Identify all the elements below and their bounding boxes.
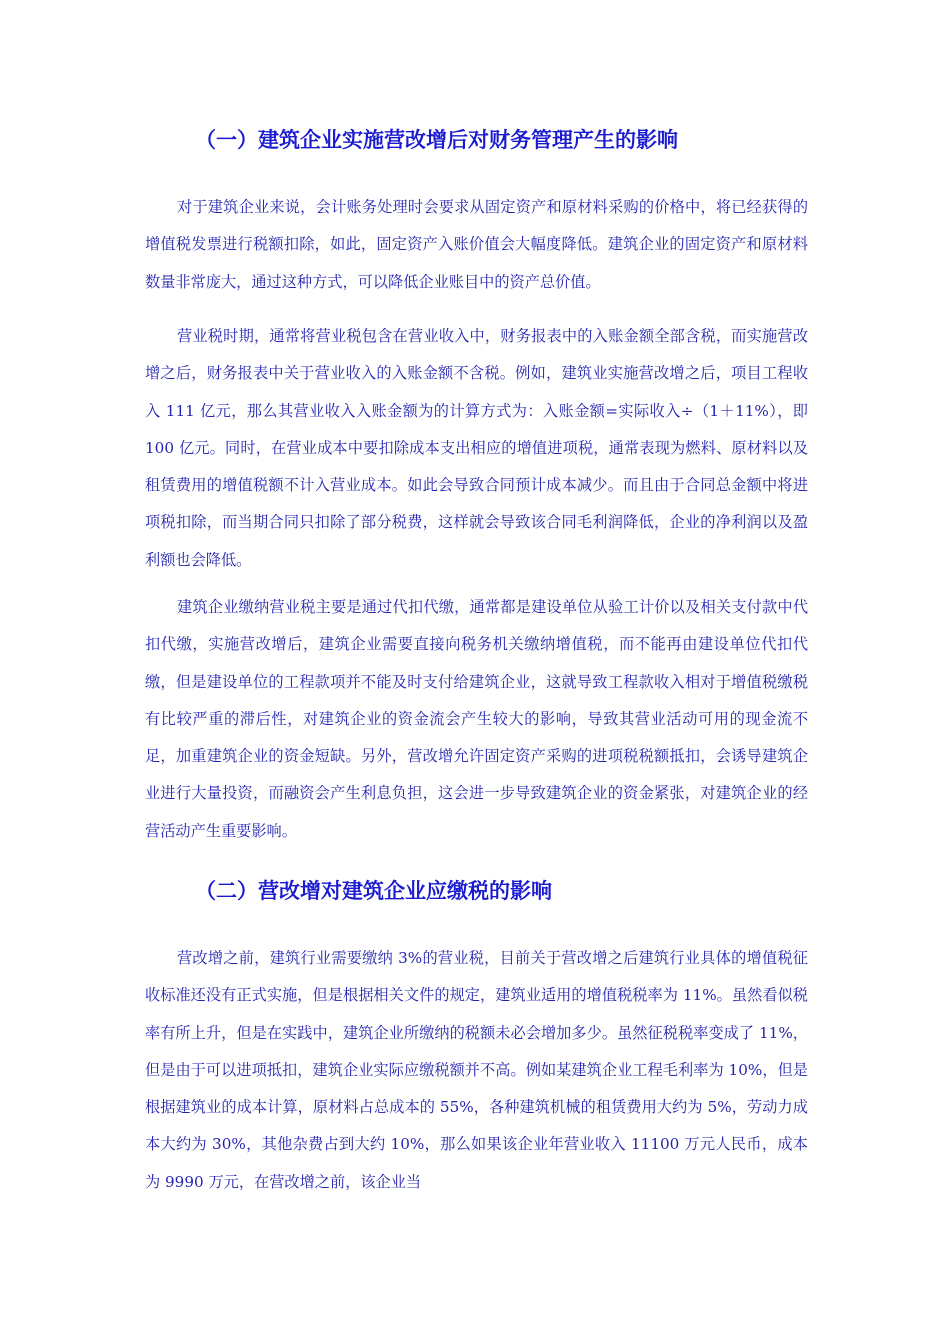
section-2-paragraph-1: 营改增之前，建筑行业需要缴纳 3%的营业税，目前关于营改增之后建筑行业具体的增值税征收标准还没有正式实施，但是根据相关文件的规定，建筑业适用的增值税税率为 11%。虽然看似税率有所上升，但是在实践中，建筑企业所缴纳的税额未必会增加多少。虽然征税税率变成了 11%，但是由于可以进项抵扣，建筑企业实际应缴税额并不高。例如某建筑企业工程毛利率为 10%，但是根据建筑业的成本计算，原材料占总成本的 55%，各种建筑机械的租赁费用大约为 5%，劳动力成本大约为 30%，其他杂费占到大约 10%，那么如果该企业年营业收入 11100 万元人民币，成本为 9990 万元，在营改增之前，该企业当	[145, 949, 808, 1191]
section-1-paragraph-2: 营业税时期，通常将营业税包含在营业收入中，财务报表中的入账金额全部含税，而实施营改增之后，财务报表中关于营业收入的入账金额不含税。例如，建筑业实施营改增之后，项目工程收入 111 亿元，那么其营业收入入账金额为的计算方式为：入账金额=实际收入÷（1＋11%），即 100 亿元。同时，在营业成本中要扣除成本支出相应的增值进项税，通常表现为燃料、原材料以及租赁费用的增值税额不计入营业成本。如此会导致合同预计成本减少。而且由于合同总金额中将进项税扣除，而当期合同只扣除了部分税费，这样就会导致该合同毛利润降低，企业的净利润以及盈利额也会降低。	[145, 327, 808, 569]
section-heading-1: （一）建筑企业实施营改增后对财务管理产生的影响	[195, 128, 678, 152]
section-heading-2: （二）营改增对建筑企业应缴税的影响	[195, 879, 552, 903]
section-1-paragraph-1: 对于建筑企业来说，会计账务处理时会要求从固定资产和原材料采购的价格中，将已经获得的增值税发票进行税额扣除，如此，固定资产入账价值会大幅度降低。建筑企业的固定资产和原材料数量非常庞大，通过这种方式，可以降低企业账目中的资产总价值。	[145, 198, 808, 291]
section-1-paragraph-3: 建筑企业缴纳营业税主要是通过代扣代缴，通常都是建设单位从验工计价以及相关支付款中代扣代缴，实施营改增后，建筑企业需要直接向税务机关缴纳增值税，而不能再由建设单位代扣代缴，但是建设单位的工程款项并不能及时支付给建筑企业，这就导致工程款收入相对于增值税缴税有比较严重的滞后性，对建筑企业的资金流会产生较大的影响，导致其营业活动可用的现金流不足，加重建筑企业的资金短缺。另外，营改增允许固定资产采购的进项税税额抵扣，会诱导建筑企业进行大量投资，而融资会产生利息负担，这会进一步导致建筑企业的资金紧张，对建筑企业的经营活动产生重要影响。	[145, 598, 808, 840]
